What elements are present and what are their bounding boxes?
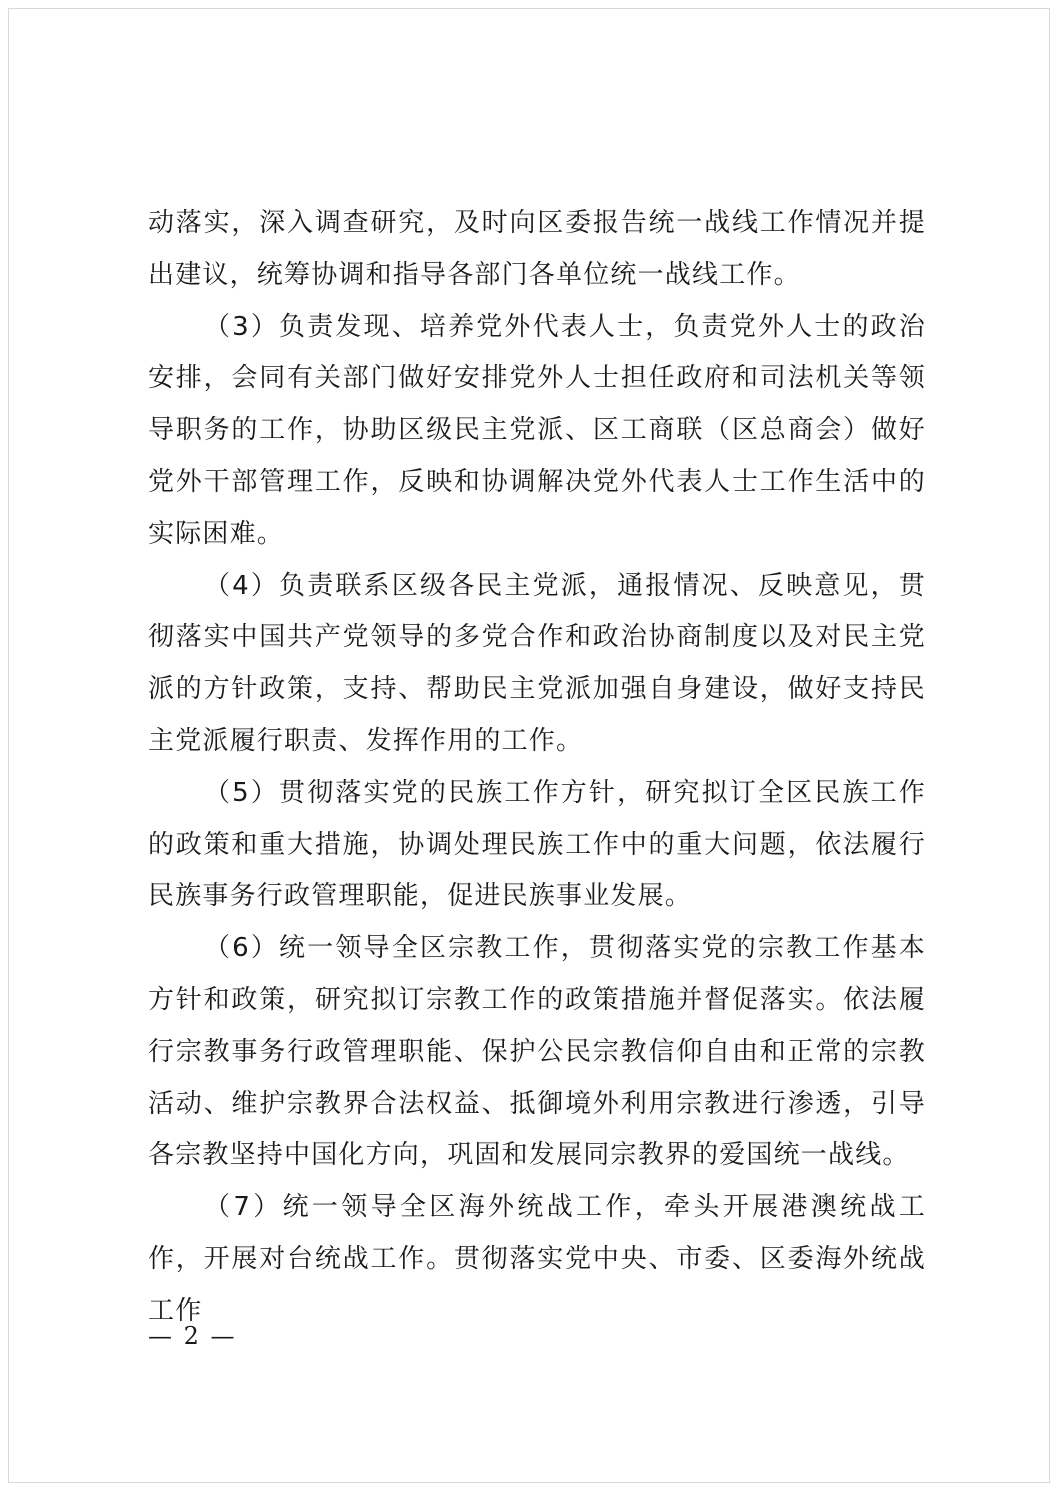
paragraph-item-5: （5）贯彻落实党的民族工作方针，研究拟订全区民族工作的政策和重大措施，协调处理民族工作中的重大问题，依法履行民族事务行政管理职能，促进民族事业发展。 (148, 777, 926, 912)
paragraph-item-6: （6）统一领导全区宗教工作，贯彻落实党的宗教工作基本方针和政策，研究拟订宗教工作的政策措施并督促落实。依法履行宗教事务行政管理职能、保护公民宗教信仰自由和正常的宗教活动、维护宗教界合法权益、抵御境外利用宗教进行渗透，引导各宗教坚持中国化方向，巩固和发展同宗教界的爱国统一战线。 (148, 933, 926, 1171)
page-number: — 2 — (148, 1322, 237, 1350)
paragraph-continuation: 动落实，深入调查研究，及时向区委报告统一战线工作情况并提出建议，统筹协调和指导各部门各单位统一战线工作。 (148, 208, 926, 290)
paragraph-item-7: （7）统一领导全区海外统战工作，牵头开展港澳统战工作，开展对台统战工作。贯彻落实党中央、市委、区委海外统战工作 (148, 1192, 926, 1326)
document-body (148, 198, 926, 1338)
paragraph-item-4: （4）负责联系区级各民主党派，通报情况、反映意见，贯彻落实中国共产党领导的多党合作和政治协商制度以及对民主党派的方针政策，支持、帮助民主党派加强自身建设，做好支持民主党派履行职责、发挥作用的工作。 (148, 570, 926, 756)
paragraph-item-3: （3）负责发现、培养党外代表人士，负责党外人士的政治安排，会同有关部门做好安排党外人士担任政府和司法机关等领导职务的工作，协助区级民主党派、区工商联（区总商会）做好党外干部管理工作，反映和协调解决党外代表人士工作生活中的实际困难。 (148, 311, 926, 549)
